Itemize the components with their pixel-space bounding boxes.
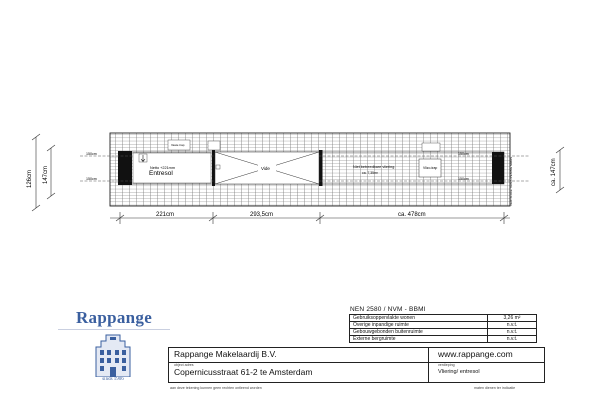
wall-divider-2 — [319, 150, 323, 186]
height-line-label-top-left: 150cm — [86, 152, 97, 156]
object-label: object adres — [174, 363, 194, 367]
nen-label: Gebouwgebonden buitenruimte — [350, 329, 488, 336]
nen-label: Gebruiksoppervlakte wonen — [350, 315, 488, 322]
room-niet-betreedbaar-sub: ca. 7,35m² — [362, 171, 379, 175]
logo-divider — [58, 329, 170, 330]
height-left: 126cm — [27, 169, 33, 188]
room-entresol-note: Netto +221mm — [150, 166, 176, 170]
website-link[interactable]: www.rappange.com — [438, 349, 513, 359]
property-address: Copernicusstraat 61-2 te Amsterdam — [174, 367, 313, 377]
height-line-label-bottom-left: 150cm — [86, 177, 97, 181]
disclaimer: aan deze tekening kunnen geen rechten ontleend worden — [170, 386, 262, 390]
company-name: Rappange Makelaardij B.V. — [174, 349, 277, 359]
height-line-label-bottom-right: 150cm — [458, 177, 469, 181]
dim-1: 221cm — [156, 212, 175, 218]
fixed-stair-label: Vaste trap — [171, 143, 185, 147]
room-vide: Vide — [261, 166, 270, 171]
table-row — [350, 322, 537, 329]
nen-value: 3,26 m² — [488, 315, 537, 322]
nen-value: n.v.t. — [488, 322, 537, 329]
canal-house-logo-icon — [92, 333, 134, 377]
room-niet-betreedbaar: Niet betreedbare vliering — [353, 165, 395, 169]
nen-label: Overige inpandige ruimte — [350, 322, 488, 329]
wall-divider-1 — [212, 150, 215, 186]
logo-wordmark: Rappange — [75, 308, 153, 327]
title-block-divider — [428, 347, 429, 383]
wall-right — [492, 152, 504, 184]
title-block-rule — [168, 362, 545, 363]
scale-note: maten dienen ter indicatie — [474, 386, 516, 390]
dim-2: 293,5cm — [250, 212, 274, 218]
logo-motto: sinds 1906 — [102, 377, 124, 382]
dim-3: ca. 478cm — [398, 212, 426, 218]
room-entresol: Entresol — [149, 170, 173, 177]
nen-value: n.v.t. — [488, 329, 537, 336]
floor-label: verdieping — [438, 363, 455, 367]
nen-table — [349, 314, 537, 343]
table-row — [350, 336, 537, 343]
table-row — [350, 315, 537, 322]
floor-name: Vliering/ entresol — [438, 369, 480, 375]
nen-value: n.v.t. — [488, 336, 537, 343]
table-row — [350, 329, 537, 336]
height-left-inner: 147cm — [43, 165, 49, 184]
nen-title: NEN 2580 / NVM - BBMI — [350, 306, 426, 313]
nen-label: Externe bergruimte — [350, 336, 488, 343]
height-right: ca. 147cm — [551, 158, 557, 186]
height-line-label-top-right: 150cm — [458, 152, 469, 156]
right-side-note: VERTICALE TRAPOPENING MMRS — [509, 156, 513, 206]
vlizo-label: Vlizo-trap — [423, 166, 438, 170]
